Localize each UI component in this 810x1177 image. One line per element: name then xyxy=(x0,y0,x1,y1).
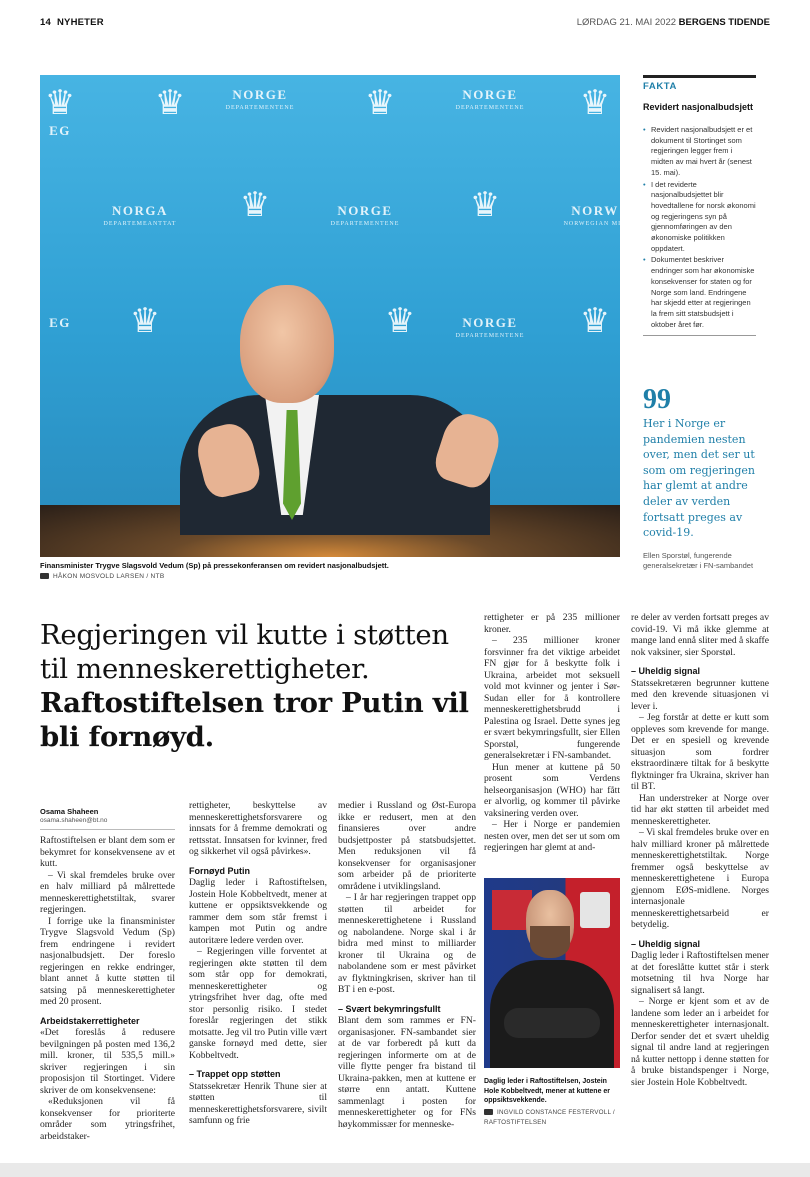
subheading: – Trappet opp støtten xyxy=(189,1069,281,1079)
subheading: – Svært bekymringsfullt xyxy=(338,1003,441,1014)
paragraph: – Regjeringen ville forventet at regjeringen økte støtten til dem som står opp for demokrati, menneskerettigheter og ytringsfrihet hver dag, ofte med stor personlig risiko. I stedet foreslår regjeringen det stikk motsatte. Jeg vil tro Putin ville vært ganske fornøyd med dette, sier Kobbeltvedt. xyxy=(189,946,327,1061)
paragraph: re deler av verden fortsatt preges av covid-19. Vi må ikke glemme at mange land ennå sliter med å skaffe nok vaksiner, sier Sporstøl. xyxy=(631,612,769,658)
page-number: 14 xyxy=(40,17,51,28)
photo-credit: HÅKON MOSVOLD LARSEN / NTB xyxy=(40,573,164,580)
paragraph: – Norge er kjent som et av de landene som leder an i arbeidet for menneskerettigheter internasjonalt. Derfor sender det et svært uheldig signal til andre land at regjeringen nå kutter nettopp i denne støtten for å bruke bistandspenger i Norge, sier Jostein Hole Kobbeltvedt. xyxy=(631,996,769,1088)
subheading: Fornøyd Putin xyxy=(189,865,250,876)
page-header-left xyxy=(40,17,104,28)
paragraph: «Reduksjonen vil få konsekvenser for prioriterte områder som ytringsfrihet, arbeidstaker- xyxy=(40,1096,175,1142)
lion-icon: ♛ xyxy=(154,85,186,122)
paragraph: – I år har regjeringen trappet opp støtten til arbeidet for menneskerettighetene i Russland og nabolandene. Norge skal i år bidra med minst to milliarder kroner til Ukraina og de nabolandene som er mest påvirket av flyktningkrisen, skriver han til BT i en e-post. xyxy=(338,892,476,995)
page-footer-strip xyxy=(0,1163,810,1177)
headline-main: Regjeringen vil kutte i støtten til menneskerettigheter. xyxy=(40,619,449,685)
quote-text: Her i Norge er pandemien nesten over, men det ser ut som om regjeringen har glemt at andre deler av verden fortsatt preges av covid-19. xyxy=(643,417,755,540)
paragraph: I forrige uke la finansminister Trygve Slagsvold Vedum (Sp) frem endringene i revidert nasjonalbudsjett. Der foreslo regjeringen en rekke endringer, blant annet å kutte støtten til satsing på menneskerettigheter med 20 prosent. xyxy=(40,915,175,1007)
backdrop-logo: NORGE DEPARTEMENTENE xyxy=(455,315,525,339)
backdrop-logo: NORGE DEPARTEMENTENE xyxy=(225,87,295,111)
article-column-3 xyxy=(338,800,476,1130)
paragraph: – 235 millioner kroner forsvinner fra det viktige arbeidet FN gjør for å beskytte folk i Ukraina, arbeidet mot seksuell vold mot kvinner og jenter i Sør-Sudan eller for å kontrollere menneskerettighetsbrudd i Palestina og Israel. Dette synes jeg er svært bekymringsfullt, sier Ellen Sporstøl, fungerende generalsekretær i FN-sambandet. xyxy=(484,635,620,761)
paragraph: Han understreker at Norge over tid har økt støtten til arbeidet med menneskerettigheter. xyxy=(631,792,769,827)
main-photo xyxy=(40,75,627,557)
fact-box-title: Revidert nasjonalbudsjett xyxy=(643,102,754,112)
backdrop-logo xyxy=(320,85,440,165)
fact-box-label: FAKTA xyxy=(643,81,677,92)
byline-email[interactable]: osama.shaheen@bt.no xyxy=(40,817,108,824)
newspaper-name: BERGENS TIDENDE xyxy=(678,17,770,28)
paragraph: Daglig leder i Raftostiftelsen, Jostein Hole Kobbeltvedt, mener at kuttene er oppsiktsvekkende og rammer dem som står fremst i kampen mot Putin og andre autoritære ledere verden over. xyxy=(189,877,327,946)
backdrop-logo xyxy=(195,187,315,267)
paragraph: rettigheter, beskyttelse av menneskerettighetsforsvarere og innsats for å fremme demokrati og rettsstat. Innsatsen for kvinner, fred og sikkerhet vil også påvirkes». xyxy=(189,800,327,857)
backdrop-logo: ♛ EG xyxy=(0,85,120,165)
paragraph: rettigheter er på 235 millioner kroner. xyxy=(484,612,620,635)
portrait-caption: Daglig leder i Raftostiftelsen, Jostein Hole Kobbeltvedt, mener at kuttene er oppsiktsvekkende. xyxy=(484,1078,611,1104)
lion-icon: ♛ xyxy=(579,303,611,340)
byline-divider xyxy=(40,829,175,830)
fact-item: • Revidert nasjonalbudsjett er et dokument til Stortinget som regjeringen legger frem i midten av mai hvert år (senest 15. mai). xyxy=(643,125,756,179)
paragraph: – Vi skal fremdeles bruke over en halv milliard kroner på målrettede menneskerettighetstiltak. Norge fremmer også beskyttelse av menneskerettighetene i Europa gjennom EØS-midlene. Norges internasjonale menneskerettighetsarbeid er betydelig. xyxy=(631,827,769,930)
subheading: – Uheldig signal xyxy=(631,938,701,949)
headline xyxy=(40,618,470,754)
paragraph: «Det foreslås å redusere bevilgningen på posten med 136,2 mill. kroner, til 535,5 mill.» skriver regjeringen i sin proposisjon til Stortinget. Videre skriver de om konsekvensene: xyxy=(40,1027,175,1096)
camera-icon xyxy=(484,1109,493,1115)
headline-emphasis: Raftostiftelsen tror Putin vil bli fornøyd. xyxy=(40,687,469,753)
byline-name: Osama Shaheen xyxy=(40,807,99,816)
paragraph: Raftostiftelsen er blant dem som er bekymret for konsekvensene av et kutt. xyxy=(40,835,175,869)
lion-icon: ♛ xyxy=(129,303,161,340)
paragraph: Hun mener at kuttene på 50 prosent som Verdens helseorganisasjon (WHO) har fått er alvorlig, og kommer til påvirke vaksinering verden over. xyxy=(484,761,620,819)
portrait-photo xyxy=(484,878,620,1068)
paragraph: – Jeg forstår at dette er kutt som oppleves som krevende for mange. Det er en spesiell og krevende situasjon som fordrer ekstraordinære tiltak for å beskytte flyktninger fra Ukraina, skriver han til BT. xyxy=(631,712,769,792)
lion-icon: ♛ xyxy=(579,85,611,122)
subheading: – Uheldig signal xyxy=(631,666,701,676)
quote-source: Ellen Sporstøl, fungerende generalsekretær i FN-sambandet xyxy=(643,550,754,571)
paragraph: – Her i Norge er pandemien nesten over, men det ser ut som om regjeringen har glemt at and- xyxy=(484,819,620,853)
article-column-1 xyxy=(40,835,175,1142)
paragraph: – Vi skal fremdeles bruke over en halv milliard på målrettede menneskerettighetstiltak, svarer regjeringen. xyxy=(40,869,175,915)
backdrop-logo: NORGA DEPARTEMEANTTAT xyxy=(103,203,177,227)
paragraph: medier i Russland og Øst-Europa ikke er redusert, men at den finansieres over andre budsjettposter på statsbudsjettet. Men reduksjonen vil få konsekvenser for organisasjoner som arbeider på de prioriterte områdene i utviklingsland. xyxy=(338,800,476,892)
backdrop-logo: EG xyxy=(49,315,71,330)
lion-icon: ♛ xyxy=(469,187,501,224)
photo-caption: Finansminister Trygve Slagsvold Vedum (Sp) på pressekonferansen om revidert nasjonalbudsjett. xyxy=(40,561,389,570)
article-column-4 xyxy=(484,612,620,854)
backdrop-logo: NORGE DEPARTEMENTENE xyxy=(330,203,400,227)
backdrop-logo xyxy=(425,187,545,267)
paragraph: Blant dem som rammes er FN-organisasjoner. FN-sambandet sier at de var forberedt på kutt da regjeringen informerte om at de ville flytte penger fra bistand til Ukraina-pakken, men at kuttene er større enn antatt. Kuttene sammenlagt i posten for menneskerettigheter og for FNs høykommissær for menneske- xyxy=(338,1015,476,1130)
paragraph: Daglig leder i Raftostiftelsen mener at det foreslåtte kuttet står i sterk motsetning til hva Norge har signalisert så langt. xyxy=(631,950,769,996)
pull-quote xyxy=(643,384,758,572)
fact-list xyxy=(643,125,756,330)
backdrop-logo xyxy=(535,85,655,165)
lion-icon: ♛ xyxy=(384,303,416,340)
paragraph: Statssekretær Henrik Thune sier at støtten til menneskerettighetsforsvarere, sivilt samfunn og frie xyxy=(189,1080,327,1126)
article-column-2 xyxy=(189,800,327,1127)
portrait-credit: INGVILD CONSTANCE FESTERVOLL / RAFTOSTIFTELSEN xyxy=(484,1109,615,1126)
quote-mark-icon: 99 xyxy=(643,384,671,415)
backdrop-logo xyxy=(535,303,655,383)
section-name: NYHETER xyxy=(56,17,104,28)
lion-icon: ♛ xyxy=(364,85,396,122)
backdrop-logo: NORW NORWEGIAN MIN xyxy=(563,203,627,227)
article-column-5 xyxy=(631,612,769,1088)
lion-icon: ♛ xyxy=(44,85,76,122)
fact-item: • Dokumentet beskriver endringer som har økonomiske konsekvenser for staten og for Norge som land. Endringene har skjedd etter at regjeringen la frem sitt statsbudsjett i oktober året før. xyxy=(643,255,756,330)
page-header-right xyxy=(577,17,770,28)
backdrop-logo: NORGE DEPARTEMENTENE xyxy=(455,87,525,111)
issue-date: LØRDAG 21. MAI 2022 xyxy=(576,17,677,28)
paragraph: Statssekretæren begrunner kuttene med den krevende situasjonen vi lever i. xyxy=(631,677,769,712)
fact-box xyxy=(643,75,756,336)
fact-item: • I det reviderte nasjonalbudsjettet blir hovedtallene for norsk økonomi og regjeringens syn på gjennomføringen av den økonomiske politikken oppdatert. xyxy=(643,180,756,255)
subheading: Arbeidstakerrettigheter xyxy=(40,1015,140,1026)
lion-icon: ♛ xyxy=(239,187,271,224)
speaker-figure xyxy=(170,275,500,535)
camera-icon xyxy=(40,573,49,579)
